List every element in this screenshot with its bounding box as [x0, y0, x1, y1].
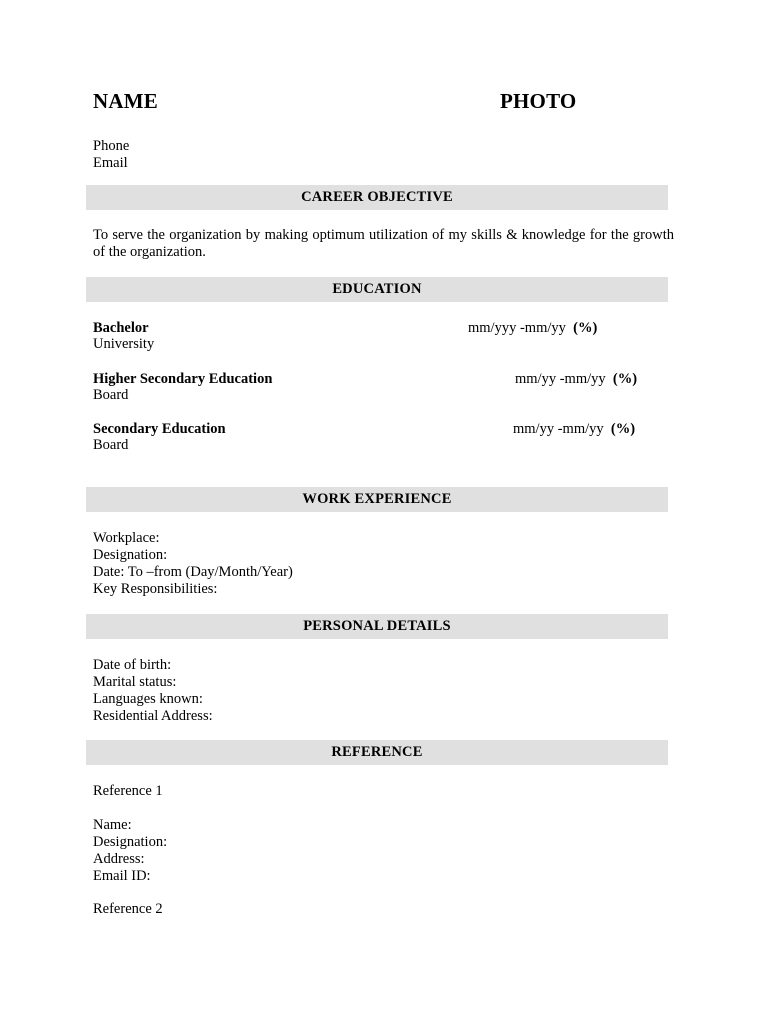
education-percent: (%): [610, 421, 636, 437]
reference-designation: Designation:: [93, 834, 168, 850]
education-dates-bachelor: [468, 320, 597, 337]
work-date: Date: To –from (Day/Month/Year): [93, 564, 293, 580]
personal-address: Residential Address:: [93, 708, 213, 724]
work-workplace: Workplace:: [93, 530, 160, 546]
name-heading: NAME: [93, 89, 158, 113]
education-institution-higher-secondary: Board: [93, 387, 129, 403]
education-dates-higher-secondary: [515, 371, 637, 388]
phone-label: Phone: [93, 138, 130, 154]
career-objective-text: To serve the organization by making optimum utilization of my skills & knowledge for the growth of the organization.: [93, 227, 674, 260]
personal-languages: Languages known:: [93, 691, 203, 707]
reference-name: Name:: [93, 817, 132, 833]
education-institution-secondary: Board: [93, 437, 129, 453]
section-reference: REFERENCE: [86, 740, 668, 765]
education-title-bachelor: Bachelor: [93, 320, 149, 336]
reference-address: Address:: [93, 851, 145, 867]
education-dates-secondary: [513, 421, 635, 438]
section-career-objective: CAREER OBJECTIVE: [86, 185, 668, 210]
reference-email: Email ID:: [93, 868, 151, 884]
section-education: EDUCATION: [86, 277, 668, 302]
section-personal-details: PERSONAL DETAILS: [86, 614, 668, 639]
reference-1-label: Reference 1: [93, 783, 163, 799]
personal-marital: Marital status:: [93, 674, 177, 690]
education-dates-text: mm/yyy -mm/yy: [468, 320, 566, 336]
education-title-higher-secondary: Higher Secondary Education: [93, 371, 273, 387]
education-title-secondary: Secondary Education: [93, 421, 226, 437]
education-dates-text: mm/yy -mm/yy: [513, 421, 604, 437]
photo-heading: PHOTO: [500, 89, 577, 113]
education-percent: (%): [573, 320, 598, 336]
work-responsibilities: Key Responsibilities:: [93, 581, 218, 597]
work-designation: Designation:: [93, 547, 168, 563]
personal-dob: Date of birth:: [93, 657, 172, 673]
education-dates-text: mm/yy -mm/yy: [515, 371, 606, 387]
education-institution-bachelor: University: [93, 336, 155, 352]
email-label: Email: [93, 155, 128, 171]
reference-2-label: Reference 2: [93, 901, 163, 917]
section-work-experience: WORK EXPERIENCE: [86, 487, 668, 512]
education-percent: (%): [612, 371, 638, 387]
